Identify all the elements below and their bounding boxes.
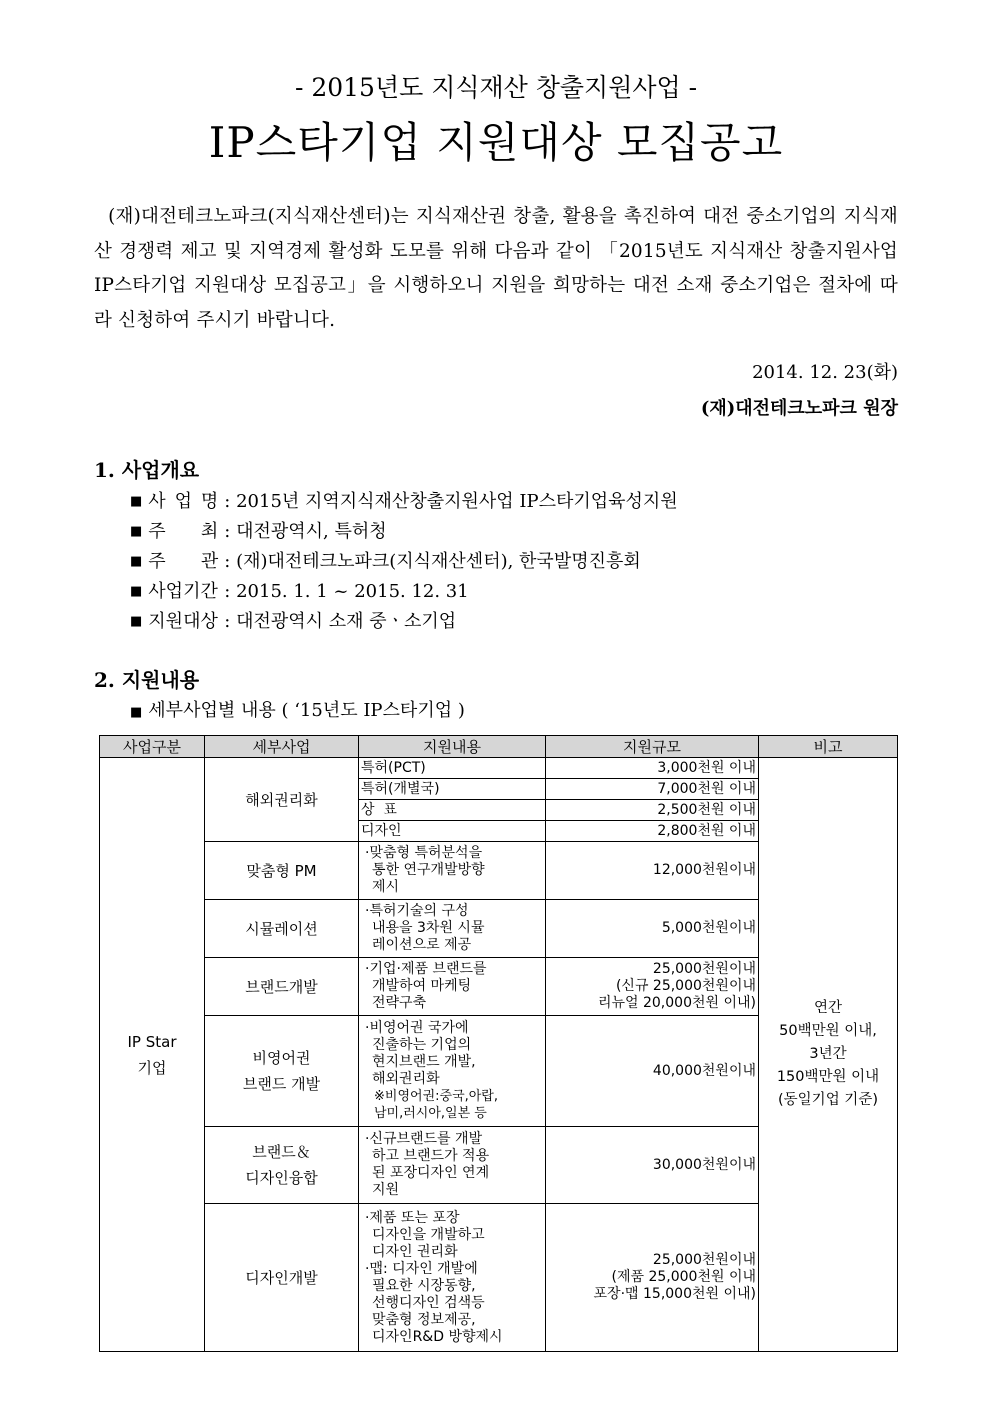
header-amount: 지원규모 <box>546 736 759 758</box>
amount-cell: 2,800천원 이내 <box>546 821 759 842</box>
amount-cell: 5,000천원이내 <box>546 900 759 958</box>
category-cell: IP Star 기업 <box>100 758 205 1352</box>
header-subproject: 세부사업 <box>205 736 359 758</box>
subproject-pm: 맞춤형 PM <box>205 842 359 900</box>
content-cell: ·제품 또는 포장 디자인을 개발하고 디자인 권리화 ·맵: 디자인 개발에 필요한 시장동향, 선행디자인 검색등 맞춤형 정보제공, 디자인R&D 방향제시 <box>359 1204 546 1352</box>
overview-value: : 2015년 지역지식재산창출지원사업 IP스타기업육성지원 <box>224 491 678 512</box>
bullet-square-icon: ■ <box>130 584 143 599</box>
remark-cell: 연간 50백만원 이내, 3년간 150백만원 이내 (동일기업 기준) <box>759 758 898 1352</box>
overview-value: : (재)대전테크노파크(지식재산센터), 한국발명진흥회 <box>224 551 641 572</box>
subproject-simulation: 시뮬레이션 <box>205 900 359 958</box>
amount-cell: 2,500천원 이내 <box>546 800 759 821</box>
subproject-nonenglish: 비영어권 브랜드 개발 <box>205 1016 359 1127</box>
content-cell: ·특허기술의 구성 내용을 3차원 시뮬 레이션으로 제공 <box>359 900 546 958</box>
overview-item-host <box>130 517 678 547</box>
overview-label: 주 최 <box>148 521 219 542</box>
amount-cell: 30,000천원이내 <box>546 1127 759 1204</box>
issuer-org: (재)대전테크노파크 원장 <box>700 398 898 419</box>
bullet-square-icon: ■ <box>130 494 143 509</box>
intro-paragraph <box>94 200 898 338</box>
subproject-design: 디자인개발 <box>205 1204 359 1352</box>
document-title: IP스타기업 지원대상 모집공고 <box>208 118 784 167</box>
subproject-overseas: 해외권리화 <box>205 758 359 842</box>
content-cell: 상 표 <box>359 800 546 821</box>
section2-heading: 2. 지원내용 <box>94 668 200 692</box>
content-cell: ·맞춤형 특허분석을 통한 연구개발방향 제시 <box>359 842 546 900</box>
overview-item-period <box>130 577 678 607</box>
overview-value: : 대전광역시 소재 중ㆍ소기업 <box>224 611 457 632</box>
bullet-square-icon: ■ <box>130 705 143 720</box>
overview-label: 지원대상 <box>148 611 218 632</box>
amount-cell: 7,000천원 이내 <box>546 779 759 800</box>
bullet-square-icon: ■ <box>130 524 143 539</box>
content-cell: ·비영어권 국가에 진출하는 기업의 현지브랜드 개발, 해외권리화 ※비영어권:중국,아랍, 남미,러시아,일본 등 <box>359 1016 546 1127</box>
content-cell: 특허(개별국) <box>359 779 546 800</box>
subproject-fusion: 브랜드＆ 디자인융합 <box>205 1127 359 1204</box>
intro-text: (재)대전테크노파크(지식재산센터)는 지식재산권 창출, 활용을 촉진하여 대전 중소기업의 지식재산 경쟁력 제고 및 지역경제 활성화 도모를 위해 다음과 같이 「2015년도 지식재산 창출지원사업 IP스타기업 지원대상 모집공고」을 시행하오니 지원을 희망하는 대전 소재 중소기업은 절차에 따라 신청하여 주시기 바랍니다. <box>94 206 898 331</box>
bullet-square-icon: ■ <box>130 614 143 629</box>
amount-cell: 25,000천원이내 (제품 25,000천원 이내 포장·맵 15,000천원 이내) <box>546 1204 759 1352</box>
amount-cell: 40,000천원이내 <box>546 1016 759 1127</box>
overview-label: 사 업 명 <box>148 491 219 512</box>
detail-text: 세부사업별 내용 ( ‘15년도 IP스타기업 ) <box>148 700 465 721</box>
amount-cell: 12,000천원이내 <box>546 842 759 900</box>
header-category: 사업구분 <box>100 736 205 758</box>
subproject-brand: 브랜드개발 <box>205 958 359 1016</box>
overview-list <box>130 487 678 637</box>
header-remark: 비고 <box>759 736 898 758</box>
bullet-square-icon: ■ <box>130 554 143 569</box>
amount-cell: 3,000천원 이내 <box>546 758 759 779</box>
overview-value: : 대전광역시, 특허청 <box>224 521 387 542</box>
content-cell: ·기업·제품 브랜드를 개발하여 마케팅 전략구축 <box>359 958 546 1016</box>
content-cell: ·신규브랜드를 개발 하고 브랜드가 적용 된 포장디자인 연계 지원 <box>359 1127 546 1204</box>
content-cell: 디자인 <box>359 821 546 842</box>
table-row <box>100 758 898 779</box>
support-table <box>99 735 898 1352</box>
table-header-row <box>100 736 898 758</box>
overview-item-project-name <box>130 487 678 517</box>
amount-cell: 25,000천원이내 (신규 25,000천원이내 리뉴얼 20,000천원 이내) <box>546 958 759 1016</box>
overview-value: : 2015. 1. 1 ~ 2015. 12. 31 <box>224 581 469 602</box>
detail-line <box>130 696 465 728</box>
overview-label: 주 관 <box>148 551 219 572</box>
section1-heading: 1. 사업개요 <box>94 458 200 482</box>
header-content: 지원내용 <box>359 736 546 758</box>
overview-item-target <box>130 607 678 637</box>
document-subtitle: - 2015년도 지식재산 창출지원사업 - <box>294 73 698 102</box>
overview-label: 사업기간 <box>148 581 218 602</box>
overview-item-organizer <box>130 547 678 577</box>
announcement-date: 2014. 12. 23(화) <box>752 362 898 383</box>
content-cell: 특허(PCT) <box>359 758 546 779</box>
